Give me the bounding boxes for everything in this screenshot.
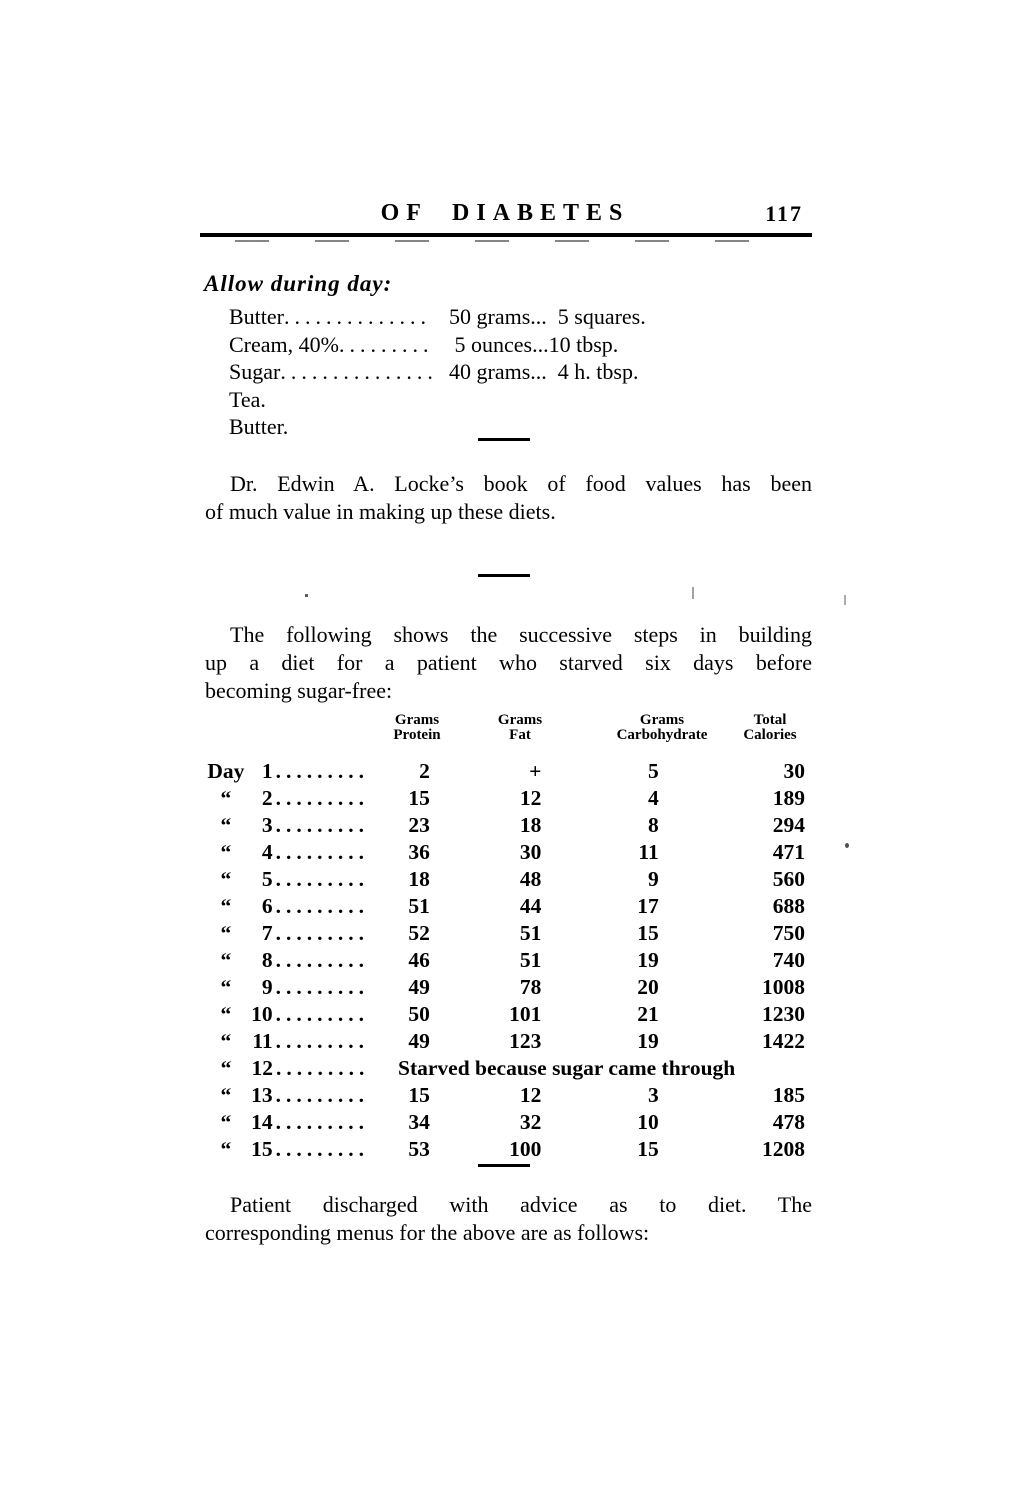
- allow-item-food: Butter.: [229, 414, 289, 439]
- table-row: [205, 758, 805, 785]
- leader-dots: .........: [338, 331, 434, 357]
- leader-dots: .........: [275, 813, 370, 837]
- carb-value: 21: [637, 1002, 659, 1026]
- protein-value: 36: [408, 840, 430, 864]
- calories-value: 750: [772, 921, 805, 945]
- protein-value: 15: [408, 786, 430, 810]
- leader-dots: .........: [275, 786, 370, 810]
- section-divider: [478, 438, 530, 441]
- scan-speck: [305, 594, 308, 597]
- protein-value: 34: [408, 1110, 430, 1134]
- scan-speck: [844, 595, 846, 605]
- diet-table: [205, 711, 805, 1163]
- day-number: 13: [251, 1083, 273, 1107]
- running-title: OF DIABETES: [380, 200, 630, 226]
- protein-value: 53: [408, 1137, 430, 1161]
- intro-paragraph: [205, 621, 812, 705]
- table-row: [205, 947, 805, 974]
- calories-value: 1008: [762, 975, 805, 999]
- row-label: “: [220, 1137, 232, 1161]
- calories-value: 1208: [762, 1137, 805, 1161]
- day-number: 5: [261, 867, 273, 891]
- row-label: “: [220, 1029, 232, 1053]
- allow-item: [229, 358, 809, 386]
- leader-dots: .........: [275, 1137, 370, 1161]
- allow-item-food: Tea.: [229, 386, 266, 412]
- table-row: [205, 1001, 805, 1028]
- allow-item-name: [229, 358, 449, 386]
- protein-value: 2: [419, 759, 430, 783]
- row-label: “: [220, 1056, 232, 1080]
- leader-dots: ..............: [284, 304, 431, 329]
- protein-value: 49: [408, 1029, 430, 1053]
- allow-item-values: 40 grams... 4 h. tbsp.: [449, 359, 639, 384]
- protein-value: 51: [408, 894, 430, 918]
- paragraph-line: up a diet for a patient who starved six days before: [205, 650, 812, 675]
- protein-value: 50: [408, 1002, 430, 1026]
- carb-value: 15: [637, 1137, 659, 1161]
- day-number: 11: [252, 1029, 273, 1053]
- paragraph-line: corresponding menus for the above are as follows:: [205, 1220, 650, 1245]
- column-header-line: Grams: [394, 712, 440, 728]
- column-header-line: Total: [753, 712, 787, 728]
- day-number: 3: [261, 813, 273, 837]
- allow-item: [229, 303, 809, 331]
- calories-value: 688: [772, 894, 805, 918]
- fat-value: 44: [519, 894, 542, 918]
- row-label: “: [220, 975, 232, 999]
- scan-speck: [692, 587, 694, 599]
- fat-value: 78: [519, 975, 542, 999]
- allow-list: [229, 303, 809, 441]
- allow-item: [229, 386, 809, 414]
- fat-value: 100: [509, 1137, 542, 1161]
- protein-value: 15: [408, 1083, 430, 1107]
- carb-value: 5: [647, 759, 659, 783]
- row-label: “: [220, 786, 232, 810]
- leader-dots: .........: [275, 1002, 370, 1026]
- protein-value: 18: [408, 867, 430, 891]
- table-row: [205, 866, 805, 893]
- column-header: [710, 713, 830, 743]
- paragraph-line: becoming sugar-free:: [205, 678, 393, 703]
- header-rule-shadow: [235, 240, 755, 242]
- calories-value: 478: [772, 1110, 805, 1134]
- day-number: 12: [251, 1056, 273, 1080]
- carb-value: 4: [647, 786, 659, 810]
- paragraph-line: The following shows the successive steps in building: [230, 622, 812, 647]
- day-number: 2: [261, 786, 273, 810]
- day-number: 9: [261, 975, 273, 999]
- allow-item: [229, 413, 809, 441]
- row-label: “: [220, 1110, 232, 1134]
- fat-value: 32: [519, 1110, 542, 1134]
- column-header-line: Calories: [743, 727, 797, 743]
- table-row: [205, 1082, 805, 1109]
- scan-speck: [845, 843, 849, 848]
- column-header: [357, 713, 477, 743]
- section-divider: [478, 574, 530, 577]
- leader-dots: .........: [276, 1056, 370, 1080]
- fat-value: 51: [519, 948, 542, 972]
- paragraph-line: Patient discharged with advice as to diet. The: [230, 1192, 812, 1217]
- day-number: 6: [261, 894, 273, 918]
- fat-value: 30: [519, 840, 542, 864]
- calories-value: 740: [772, 948, 805, 972]
- carb-value: 15: [637, 921, 659, 945]
- leader-dots: .........: [275, 867, 370, 891]
- page-number: 117: [765, 201, 803, 226]
- calories-value: 1230: [762, 1002, 805, 1026]
- section-divider: [478, 1164, 530, 1167]
- table-row: [205, 920, 805, 947]
- closing-paragraph: [205, 1191, 812, 1247]
- calories-value: 560: [772, 867, 805, 891]
- table-row: [205, 812, 805, 839]
- column-header-line: Protein: [393, 727, 441, 743]
- day-number: 1: [261, 759, 273, 783]
- allow-item-values: 50 grams... 5 squares.: [449, 304, 646, 329]
- allow-section-heading: Allow during day:: [204, 271, 393, 296]
- row-label: “: [220, 1083, 232, 1107]
- carb-value: 19: [637, 948, 659, 972]
- day-number: 10: [251, 1002, 273, 1026]
- allow-item-name: [229, 386, 449, 414]
- leader-dots: .........: [275, 1029, 370, 1053]
- allow-item-name: [229, 303, 449, 331]
- carb-value: 11: [638, 840, 659, 864]
- leader-dots: .........: [275, 894, 370, 918]
- column-header: [460, 713, 580, 743]
- carb-value: 3: [647, 1083, 659, 1107]
- calories-value: 30: [783, 759, 805, 783]
- calories-value: 1422: [762, 1029, 805, 1053]
- day-number: 7: [261, 921, 273, 945]
- table-row: [205, 839, 805, 866]
- diet-table-body: [205, 758, 805, 1163]
- calories-value: 185: [772, 1083, 805, 1107]
- allow-item: [229, 331, 809, 359]
- protein-value: 52: [408, 921, 430, 945]
- row-label: “: [220, 1002, 232, 1026]
- diet-table-header: [205, 711, 805, 758]
- allow-item-food: Sugar: [229, 359, 281, 384]
- table-row: [205, 785, 805, 812]
- table-row: [205, 974, 805, 1001]
- allow-item-values: 5 ounces...10 tbsp.: [449, 331, 619, 357]
- leader-dots: .........: [275, 948, 370, 972]
- carb-value: 20: [637, 975, 659, 999]
- locke-paragraph: [205, 470, 812, 526]
- row-label: “: [220, 948, 232, 972]
- fat-value: 12: [519, 1083, 542, 1107]
- fat-value: 51: [519, 921, 542, 945]
- column-header-line: Grams: [497, 712, 543, 728]
- leader-dots: .........: [275, 840, 370, 864]
- calories-value: 189: [772, 786, 805, 810]
- column-header-line: Grams: [639, 712, 685, 728]
- fat-value: 18: [519, 813, 542, 837]
- column-header-line: Carbohydrate: [616, 727, 708, 743]
- allow-item-food: Butter: [229, 304, 284, 329]
- row-label: “: [220, 921, 232, 945]
- row-note: Starved because sugar came through: [398, 1056, 736, 1080]
- calories-value: 471: [772, 840, 805, 864]
- allow-item-name: [229, 331, 449, 359]
- calories-value: 294: [772, 813, 805, 837]
- leader-dots: .........: [275, 1110, 370, 1134]
- table-row: [205, 1136, 805, 1163]
- carb-value: 10: [637, 1110, 659, 1134]
- day-number: 14: [251, 1110, 273, 1134]
- fat-value: 101: [509, 1002, 542, 1026]
- fat-value: +: [529, 759, 542, 783]
- day-number: 8: [261, 948, 273, 972]
- protein-value: 46: [408, 948, 430, 972]
- row-label: Day: [207, 759, 245, 783]
- carb-value: 19: [637, 1029, 659, 1053]
- column-header-line: Fat: [509, 727, 531, 743]
- fat-value: 48: [519, 867, 542, 891]
- row-label: “: [220, 894, 232, 918]
- table-row: [205, 1055, 805, 1082]
- row-label: “: [220, 813, 232, 837]
- leader-dots: .........: [275, 1083, 370, 1107]
- table-row: [205, 1109, 805, 1136]
- fat-value: 123: [509, 1029, 542, 1053]
- leader-dots: ...............: [280, 359, 438, 384]
- leader-dots: .........: [275, 975, 370, 999]
- paragraph-line: Dr. Edwin A. Locke’s book of food values has been: [230, 471, 812, 496]
- paragraph-line: of much value in making up these diets.: [205, 499, 556, 524]
- allow-item-name: [229, 413, 449, 441]
- fat-value: 12: [519, 786, 542, 810]
- protein-value: 23: [408, 813, 430, 837]
- page-header: [205, 200, 805, 230]
- leader-dots: .........: [275, 759, 370, 783]
- day-number: 15: [251, 1137, 273, 1161]
- carb-value: 8: [647, 813, 659, 837]
- protein-value: 49: [408, 975, 430, 999]
- table-row: [205, 893, 805, 920]
- day-number: 4: [261, 840, 273, 864]
- row-label: “: [220, 840, 232, 864]
- carb-value: 17: [637, 894, 659, 918]
- header-rule: [200, 233, 812, 237]
- carb-value: 9: [647, 867, 659, 891]
- table-row: [205, 1028, 805, 1055]
- allow-item-food: Cream, 40%: [229, 331, 339, 357]
- leader-dots: .........: [275, 921, 370, 945]
- row-label: “: [220, 867, 232, 891]
